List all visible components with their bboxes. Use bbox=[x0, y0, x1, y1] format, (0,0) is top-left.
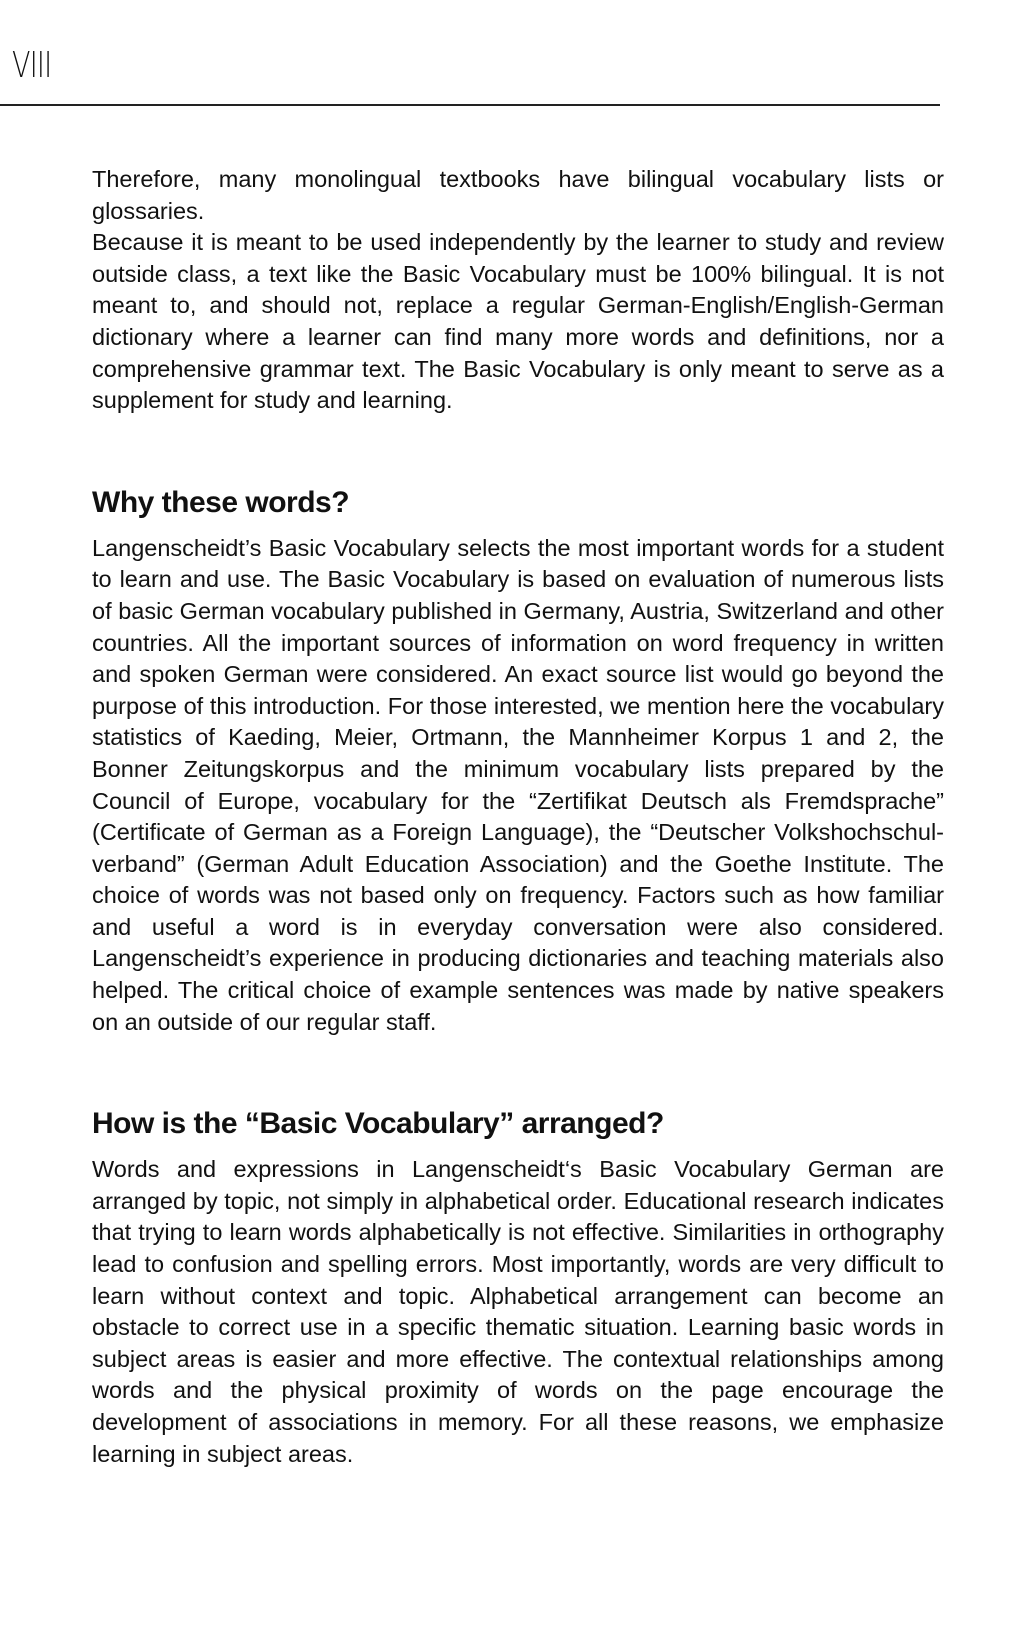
heading-spacer bbox=[92, 523, 944, 533]
why-these-words-paragraph: Langenscheidt’s Basic Vocabulary selects the most important words for a student to learn and use. The Basic Vocabulary is based on evaluation of numerous lists of basic German vocabulary published in Germany, Austria, Switzerland and other countries. All the important sources of information on word frequency in written and spoken German were considered. An exact source list would go beyond the purpose of this introduction. For those interested, we mention here the vocabulary statistics of Kaeding, Meier, Ortmann, the Mannheimer Korpus 1 and 2, the Bonner Zeitungskorpus and the minimum vocabulary lists prepared by the Council of Europe, vocabulary for the “Zertifikat Deutsch als Fremdsprache” (Certificate of German as a Foreign Language), the “Deutscher Volkshochschulverband” (German Adult Education Association) and the Goethe Institute. The choice of words was not based only on frequency. Factors such as how familiar and useful a word is in everyday conversation were also considered. Langenscheidt’s experience in producing dictionaries and teaching materials also helped. The critical choice of example sentences was made by native speakers on an outside of our regular staff. bbox=[92, 534, 944, 1035]
intro-paragraph-2: Because it is meant to be used independently by the learner to study and review outside class, a text like the Basic Vocabulary must be 100% bilingual. It is not meant to, and should not, replace a regular German-English/English-German dictionary where a learner can find many more words and definitions, nor a comprehensive grammar text. The Basic Vocabulary is only meant to serve as a supplement for study and learning. bbox=[92, 229, 944, 414]
page-content bbox=[92, 164, 944, 1470]
section-spacer bbox=[92, 1038, 944, 1104]
heading-why-these-words: Why these words? bbox=[92, 485, 350, 519]
intro-paragraph-1: Therefore, many monolingual textbooks have bilingual vocabulary lists or glossaries. bbox=[92, 166, 944, 224]
heading-spacer bbox=[92, 1144, 944, 1154]
page-number: VIII bbox=[12, 45, 52, 86]
heading-how-arranged: How is the “Basic Vocabulary” arranged? bbox=[92, 1107, 664, 1141]
section-spacer bbox=[92, 417, 944, 483]
how-arranged-paragraph: Words and expressions in Langenscheidt‘s Basic Vocabulary German are arranged by topic, not simply in alphabetical order. Educational research indicates that trying to learn words alphabetically is not effective. Similarities in orthography lead to confusion and spelling errors. Most importantly, words are very difficult to learn without context and topic. Alphabetical arrangement can become an obstacle to correct use in a specific thematic situation. Learning basic words in subject areas is easier and more effective. The contextual relationships among words and the physical proximity of words on the page encourage the development of associations in memory. For all these reasons, we emphasize learning in subject areas. bbox=[92, 1156, 944, 1467]
header-rule bbox=[0, 104, 940, 106]
